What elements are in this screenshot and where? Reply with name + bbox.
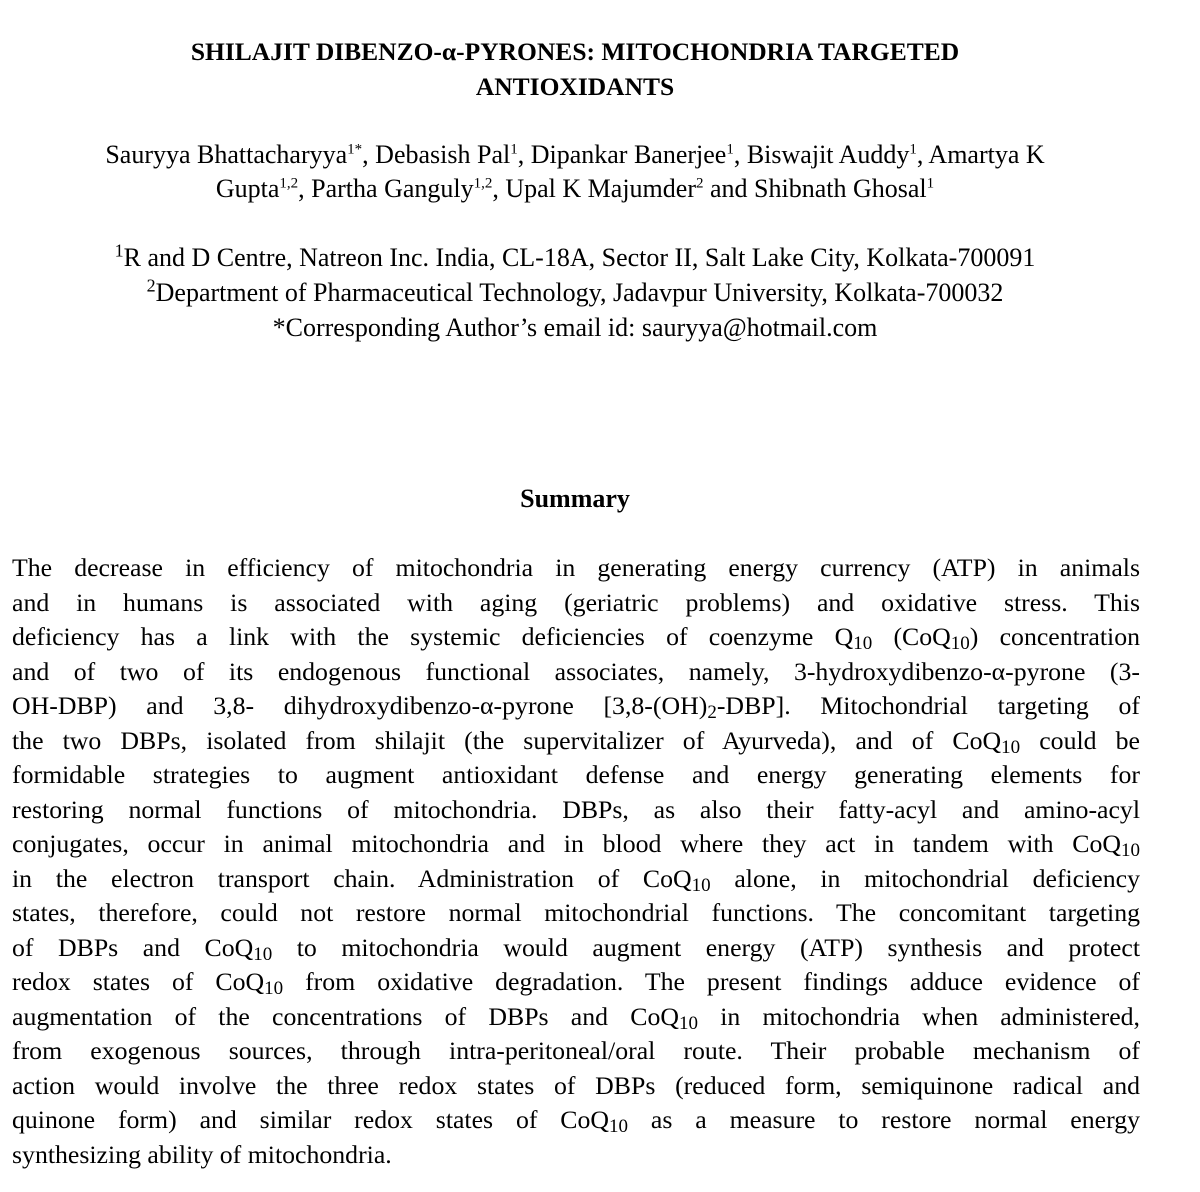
abstract-text: and in humans is associated with aging (geriatric problems) and oxidative stress. This [12, 587, 1140, 617]
subscript: 10 [264, 978, 284, 999]
abstract-line [12, 896, 1140, 931]
author-affiliation-mark: 2 [695, 175, 704, 192]
abstract-text: from oxidative degradation. The present findings adduce evidence of [283, 967, 1140, 996]
abstract-text: could be [1020, 725, 1140, 755]
affiliation-mark: 2 [146, 275, 156, 296]
abstract-text: states, therefore, could not restore normal mitochondrial functions. The concomitant targeting [12, 898, 1140, 927]
corresponding-author: *Corresponding Author’s email id: sauryya@hotmail.com [272, 313, 878, 342]
abstract-text: from exogenous sources, through intra-peritoneal/oral route. Their probable mechanism of [12, 1036, 1140, 1065]
author-name: , Biswajit Auddy [733, 140, 910, 169]
author-affiliation-mark: 1* [347, 141, 363, 158]
subscript: 10 [1001, 736, 1021, 758]
abstract-text: as a measure to restore normal energy [628, 1105, 1140, 1134]
subscript: 10 [678, 1012, 698, 1034]
abstract-line [12, 758, 1140, 793]
abstract-line [12, 965, 1140, 1000]
abstract-text: The decrease in efficiency of mitochondria in generating energy currency (ATP) in animals [12, 553, 1140, 582]
title-line: ANTIOXIDANTS [475, 72, 675, 101]
author-name: and Shibnath Ghosal [703, 174, 927, 203]
author-name: , Debasish Pal [362, 140, 511, 169]
affiliation-text: Department of Pharmaceutical Technology, Jadavpur University, Kolkata-700032 [155, 278, 1004, 307]
abstract-text: OH-DBP) and 3,8- dihydroxydibenzo-α-pyrone [3,8-(OH) [12, 691, 708, 720]
abstract-line [12, 827, 1140, 862]
abstract-text: ) concentration [969, 622, 1140, 651]
abstract-text: alone, in mitochondrial deficiency [710, 863, 1140, 893]
author-name: , Partha Ganguly [298, 174, 474, 203]
affiliation-line [0, 275, 1150, 310]
abstract-line [12, 724, 1140, 759]
author-name: Gupta [215, 174, 280, 203]
author-affiliation-mark: 1 [926, 175, 935, 192]
abstract-line [12, 1034, 1140, 1069]
author-line [0, 138, 1150, 172]
abstract-text: and of two of its endogenous functional associates, namely, 3-hydroxydibenzo-α-pyrone (3- [12, 656, 1140, 686]
abstract-text: augmentation of the concentrations of DBPs and CoQ [12, 1001, 679, 1031]
abstract-body [12, 551, 1140, 1172]
author-name: , Upal K Majumder [492, 174, 696, 203]
abstract-text: restoring normal functions of mitochondria. DBPs, as also their fatty-acyl and amino-acyl [12, 794, 1140, 824]
abstract-text: in mitochondria when administered, [697, 1001, 1140, 1031]
affiliation-line [0, 240, 1150, 275]
abstract-text: in the electron transport chain. Administration of CoQ [12, 863, 692, 893]
affiliations [0, 240, 1150, 345]
paper-title [0, 34, 1150, 104]
subscript: 10 [1121, 840, 1140, 861]
author-affiliation-mark: 1,2 [473, 175, 493, 192]
abstract-line [12, 862, 1140, 897]
abstract-line [12, 931, 1140, 966]
author-name: , Dipankar Banerjee [517, 140, 727, 169]
abstract-text: quinone form) and similar redox states of CoQ [12, 1105, 610, 1134]
abstract-text: to mitochondria would augment energy (ATP) synthesis and protect [272, 932, 1140, 962]
abstract-text: formidable strategies to augment antioxidant defense and energy generating elements for [12, 760, 1140, 789]
abstract-text: action would involve the three redox states of DBPs (reduced form, semiquinone radical and [12, 1070, 1140, 1100]
abstract-line [12, 620, 1140, 655]
abstract-line [12, 793, 1140, 828]
author-affiliation-mark: 1,2 [279, 175, 299, 192]
abstract-text: of DBPs and CoQ [12, 932, 254, 962]
subscript: 10 [691, 874, 711, 896]
abstract-text: the two DBPs, isolated from shilajit (the supervitalizer of Ayurveda), and of CoQ [12, 725, 1002, 755]
subscript: 2 [707, 702, 717, 723]
abstract-line [12, 689, 1140, 724]
author-line [0, 172, 1150, 206]
author-affiliation-mark: 1 [726, 141, 734, 158]
abstract-line [12, 551, 1140, 586]
abstract-text: conjugates, occur in animal mitochondria and in blood where they act in tandem with CoQ [12, 829, 1121, 858]
abstract-line [12, 586, 1140, 621]
abstract-line [12, 1138, 1140, 1173]
abstract-text: redox states of CoQ [12, 967, 265, 996]
abstract-line [12, 1103, 1140, 1138]
abstract-text: deficiency has a link with the systemic deficiencies of coenzyme Q [12, 622, 854, 651]
author-list [0, 138, 1150, 206]
abstract-line [12, 1069, 1140, 1104]
subscript: 10 [253, 943, 273, 965]
affiliation-text: R and D Centre, Natreon Inc. India, CL-18A, Sector II, Salt Lake City, Kolkata-700091 [123, 243, 1036, 272]
abstract-text: synthesizing ability of mitochondria. [12, 1139, 392, 1169]
author-affiliation-mark: 1 [510, 141, 518, 158]
author-affiliation-mark: 1 [909, 141, 917, 158]
abstract-line [12, 1000, 1140, 1035]
subscript: 10 [950, 633, 970, 654]
author-name: Sauryya Bhattacharyya [105, 140, 348, 169]
title-line: SHILAJIT DIBENZO-α-PYRONES: MITOCHONDRIA TARGETED [190, 37, 960, 66]
abstract-text: -DBP]. Mitochondrial targeting of [716, 691, 1140, 720]
affiliation-mark: 1 [114, 240, 124, 261]
subscript: 10 [609, 1116, 629, 1137]
abstract-text: (CoQ [872, 622, 951, 651]
abstract-line [12, 655, 1140, 690]
summary-heading: Summary [520, 484, 630, 513]
subscript: 10 [853, 633, 873, 654]
author-name: , Amartya K [916, 140, 1045, 169]
